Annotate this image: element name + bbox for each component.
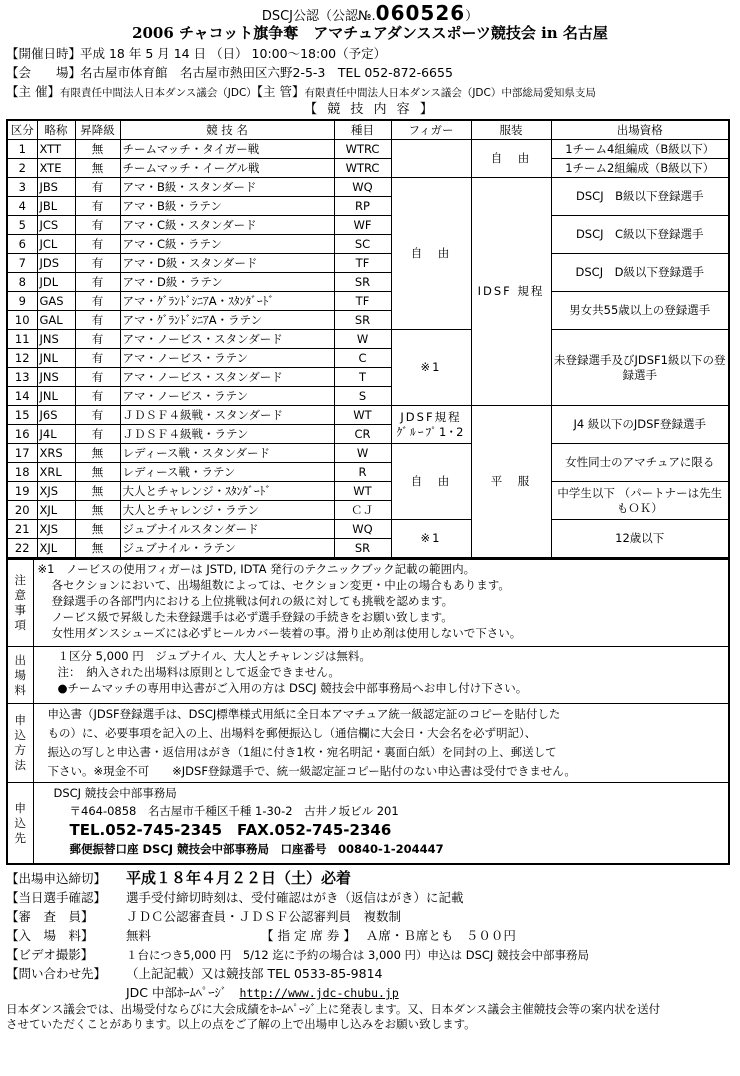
cell-figure: JDSF規程 ｸﾞﾙｰﾌﾟ1･2 [391, 406, 471, 444]
cell-code: XJS [37, 482, 75, 501]
apply-label-text: 申 込 方 法 [14, 713, 26, 772]
cell-promotion: 有 [75, 273, 120, 292]
cell-event: RP [334, 197, 391, 216]
caution-line: ※1 ノービスの使用フィガーは JSTD, IDTA 発行のテクニックブック記載の範囲内。 [37, 562, 476, 576]
col-header: 昇降級 [75, 120, 120, 140]
org-value: 有限責任中間法人日本ダンス議会（JDC）中部総局愛知県支局 [304, 87, 596, 99]
cell-no: 14 [7, 387, 37, 406]
cell-qualification: 1チーム4組編成（B級以下） [551, 140, 729, 159]
judge-row [6, 907, 734, 926]
cell-no: 5 [7, 216, 37, 235]
cell-name: ＪＤＳＦ４級戦・スタンダード [120, 406, 334, 425]
cell-name: レディース戦・スタンダード [120, 444, 334, 463]
web-label: JDC 中部ﾎｰﾑﾍﾟｰｼﾞ [126, 985, 228, 1000]
cell-promotion: 有 [75, 406, 120, 425]
cell-promotion: 無 [75, 463, 120, 482]
cell-name: アマ・ｸﾞﾗﾝﾄﾞｼﾆｱA・ｽﾀﾝﾀﾞｰﾄﾞ [120, 292, 334, 311]
cell-code: J6S [37, 406, 75, 425]
cell-qualification: DSCJ D級以下登録選手 [551, 254, 729, 292]
cell-code: JBS [37, 178, 75, 197]
cell-event: WTRC [334, 159, 391, 178]
cell-promotion: 有 [75, 368, 120, 387]
caution-line: 登録選手の各部門内における上位挑戦は何れの級に対しても挑戦を認めます。 [51, 594, 454, 608]
cell-figure: 自 由 [391, 178, 471, 330]
col-header: 競 技 名 [120, 120, 334, 140]
cell-qualification: DSCJ B級以下登録選手 [551, 178, 729, 216]
cell-promotion: 有 [75, 197, 120, 216]
date-row [6, 44, 734, 63]
cell-event: C [334, 349, 391, 368]
cell-code: XJS [37, 520, 75, 539]
host-row [6, 82, 734, 101]
footer-line: させていただくことがあります。以上の点をご了解の上で出場申し込みをお願い致します。 [6, 1017, 476, 1031]
cert-number: 060526 [375, 1, 466, 25]
cell-qualification: 男女共55歳以上の登録選手 [551, 292, 729, 330]
cell-event: WT [334, 406, 391, 425]
cell-no: 20 [7, 501, 37, 520]
table-row [7, 178, 729, 197]
footer-line: 日本ダンス議会では、出場受付ならびに大会成績をﾎｰﾑﾍﾟｰｼﾞ上に発表します。又、日本ダンス議会主催競技会等の案内状を送付 [6, 1002, 661, 1016]
cell-code: JDL [37, 273, 75, 292]
cell-no: 18 [7, 463, 37, 482]
cell-event: WQ [334, 520, 391, 539]
inquiry-value: （上記記載）又は競技部 TEL 0533-85-9814 [126, 966, 383, 981]
date-value: 平成 18 年 5 月 14 日 （日） 10:00～18:00（予定） [80, 46, 387, 61]
cell-qualification: 12歳以下 [551, 520, 729, 559]
cell-event: SC [334, 235, 391, 254]
cell-code: XTE [37, 159, 75, 178]
date-label: 【開催日時】 [6, 46, 82, 61]
deadline-value: 平成１８年４月２２日（土）必着 [126, 869, 352, 887]
venue-row [6, 63, 734, 82]
apply-line: もの）に、必要事項を記入の上、出場料を郵便振込し（通信欄に大会日・大会名を必ず明記）、 [47, 726, 537, 740]
cert-suffix: ） [465, 9, 479, 24]
cell-no: 6 [7, 235, 37, 254]
contents-title: 【 競 技 内 容 】 [304, 102, 436, 117]
cell-code: XJL [37, 539, 75, 559]
dest-body [33, 783, 729, 865]
col-header: フィガー [391, 120, 471, 140]
deadline-row [6, 869, 734, 888]
cell-no: 12 [7, 349, 37, 368]
cell-promotion: 有 [75, 178, 120, 197]
cell-event: CR [334, 425, 391, 444]
cell-event: WT [334, 482, 391, 501]
caution-section [7, 560, 729, 647]
host-value: 有限責任中間法人日本ダンス議会（JDC） [59, 87, 257, 99]
fee-line: １区分 5,000 円 ジュブナイル、大人とチャレンジは無料。 [57, 649, 371, 663]
fee-line: 注： 納入された出場料は原則として返金できません。 [57, 665, 340, 679]
fee-line: ●チームマッチの専用申込書がご入用の方は DSCJ 競技会中部事務局へお申し付け下さい。 [57, 681, 528, 695]
cell-promotion: 有 [75, 387, 120, 406]
confirm-label: 【当日選手確認】 [6, 890, 107, 905]
fee-label-text: 出 場 料 [14, 652, 26, 697]
cell-promotion: 無 [75, 159, 120, 178]
notes-table [6, 559, 730, 865]
deadline-label: 【出場申込締切】 [6, 871, 107, 886]
judge-value: ＪＤＣ公認審査員・ＪＤＳＦ公認審判員 複数制 [126, 909, 402, 924]
table-row [7, 406, 729, 425]
col-header: 区分 [7, 120, 37, 140]
cell-code: JCS [37, 216, 75, 235]
cell-name: ＪＤＳＦ４級戦・ラテン [120, 425, 334, 444]
venue-value: 名古屋市体育館 名古屋市熱田区六野2-5-3 TEL 052-872-6655 [80, 65, 453, 80]
table-row [7, 482, 729, 501]
cell-event: ＣＪ [334, 501, 391, 520]
cell-code: JNL [37, 387, 75, 406]
cell-code: XRS [37, 444, 75, 463]
caution-line: 各セクションにおいて、出場組数によっては、セクション変更・中止の場合もあります。 [51, 578, 510, 592]
cell-event: W [334, 444, 391, 463]
admission-value: 無料 [126, 928, 152, 943]
col-header: 出場資格 [551, 120, 729, 140]
venue-label: 【会 場】 [6, 65, 82, 80]
table-row [7, 140, 729, 159]
cell-no: 3 [7, 178, 37, 197]
cell-promotion: 有 [75, 330, 120, 349]
cell-promotion: 無 [75, 482, 120, 501]
cell-no: 17 [7, 444, 37, 463]
inquiry-row [6, 964, 734, 983]
table-header-row [7, 120, 729, 140]
table-row [7, 330, 729, 349]
table-row [7, 292, 729, 311]
cell-promotion: 無 [75, 444, 120, 463]
page [6, 1, 734, 1032]
inquiry-label: 【問い合わせ先】 [6, 966, 107, 981]
certification-line [6, 1, 734, 25]
table-row [7, 216, 729, 235]
cell-event: TF [334, 292, 391, 311]
cell-event: WF [334, 216, 391, 235]
cell-promotion: 無 [75, 140, 120, 159]
cell-promotion: 無 [75, 501, 120, 520]
cell-dress: 平 服 [471, 406, 551, 559]
cell-name: アマ・ｸﾞﾗﾝﾄﾞｼﾆｱA・ラテン [120, 311, 334, 330]
apply-section [7, 704, 729, 783]
cell-no: 21 [7, 520, 37, 539]
cell-code: JNL [37, 349, 75, 368]
caution-label [7, 560, 33, 647]
cell-qualification: 未登録選手及びJDSF1級以下の登録選手 [551, 330, 729, 406]
dest-label [7, 783, 33, 865]
cell-promotion: 有 [75, 311, 120, 330]
cell-name: アマ・C級・スタンダード [120, 216, 334, 235]
cell-name: 大人とチャレンジ・ｽﾀﾝﾀﾞｰﾄﾞ [120, 482, 334, 501]
col-header: 略称 [37, 120, 75, 140]
cell-figure: ※1 [391, 330, 471, 406]
cell-qualification: 女性同士のアマチュアに限る [551, 444, 729, 482]
cell-code: JBL [37, 197, 75, 216]
cell-name: アマ・ノービス・ラテン [120, 387, 334, 406]
seat-label: 【 指 定 席 券 】 [261, 928, 356, 943]
video-value: １台につき5,000 円 5/12 迄に予約の場合は 3,000 円）申込は DSCJ 競技会中部事務局 [126, 948, 589, 962]
dest-label-text: 申 込 先 [14, 800, 26, 845]
competition-table [6, 119, 730, 559]
cell-no: 13 [7, 368, 37, 387]
cell-event: S [334, 387, 391, 406]
caution-label-text: 注 意 事 項 [14, 573, 26, 632]
cell-promotion: 有 [75, 292, 120, 311]
cell-qualification: 中学生以下 （パートナーは先生もＯＫ） [551, 482, 729, 520]
cell-code: JCL [37, 235, 75, 254]
cell-dress: IDSF 規程 [471, 178, 551, 406]
cell-qualification: DSCJ C級以下登録選手 [551, 216, 729, 254]
cell-figure: ※1 [391, 520, 471, 559]
cert-prefix: DSCJ公認（公認№. [261, 9, 376, 24]
cell-figure [391, 140, 471, 178]
cell-code: XJL [37, 501, 75, 520]
admission-row [6, 926, 734, 945]
cell-no: 4 [7, 197, 37, 216]
dest-line: 〒464-0858 名古屋市千種区千種 1-30-2 古井ノ坂ビル 201 [69, 804, 399, 818]
cell-no: 16 [7, 425, 37, 444]
apply-label [7, 704, 33, 783]
apply-line: 下さい。※現金不可 ※JDSF登録選手で、統一級認定証コピー貼付のない申込書は受付できません。 [47, 764, 576, 778]
cell-promotion: 有 [75, 254, 120, 273]
cell-promotion: 無 [75, 520, 120, 539]
cell-event: WQ [334, 178, 391, 197]
cell-qualification: J4 級以下のJDSF登録選手 [551, 406, 729, 444]
cell-no: 8 [7, 273, 37, 292]
cell-code: XTT [37, 140, 75, 159]
cell-event: SR [334, 311, 391, 330]
cell-no: 2 [7, 159, 37, 178]
dest-line: 郵便振替口座 DSCJ 競技会中部事務局 口座番号 00840-1-204447 [69, 842, 444, 856]
table-row [7, 444, 729, 463]
table-row [7, 520, 729, 539]
apply-body [33, 704, 729, 783]
cell-name: アマ・B級・スタンダード [120, 178, 334, 197]
cell-promotion: 有 [75, 349, 120, 368]
cell-code: GAL [37, 311, 75, 330]
cell-name: 大人とチャレンジ・ラテン [120, 501, 334, 520]
cell-code: XRL [37, 463, 75, 482]
cell-event: WTRC [334, 140, 391, 159]
web-link[interactable]: http://www.jdc-chubu.jp [239, 986, 399, 1000]
cell-event: R [334, 463, 391, 482]
cell-no: 1 [7, 140, 37, 159]
cell-event: SR [334, 273, 391, 292]
cell-name: アマ・D級・スタンダード [120, 254, 334, 273]
cell-promotion: 無 [75, 539, 120, 559]
cell-no: 19 [7, 482, 37, 501]
web-row [6, 983, 734, 1002]
cell-name: アマ・ノービス・スタンダード [120, 368, 334, 387]
dest-tel-fax: TEL.052-745-2345 FAX.052-745-2346 [69, 821, 392, 839]
cell-name: レディース戦・ラテン [120, 463, 334, 482]
host-label: 【主 催】 [6, 84, 60, 99]
confirm-row [6, 888, 734, 907]
cell-name: アマ・D級・ラテン [120, 273, 334, 292]
cell-promotion: 有 [75, 235, 120, 254]
cell-no: 9 [7, 292, 37, 311]
caution-line: 女性用ダンスシューズには必ずヒールカバー装着の事。滑り止め剤は使用しないで下さい。 [51, 626, 522, 640]
dest-section [7, 783, 729, 865]
fee-label [7, 647, 33, 704]
video-label: 【ビデオ撮影】 [6, 947, 94, 962]
cell-promotion: 有 [75, 216, 120, 235]
col-header: 服装 [471, 120, 551, 140]
cell-code: JNS [37, 330, 75, 349]
table-row [7, 159, 729, 178]
caution-line: ノービス級で昇級した未登録選手は必ず選手登録の手続きをお願い致します。 [51, 610, 453, 624]
cell-code: J4L [37, 425, 75, 444]
apply-line: 申込書（JDSF登録選手は、DSCJ標準様式用紙に全日本アマチュア統一級認定証のコピーを貼付した [47, 707, 561, 721]
cell-code: JNS [37, 368, 75, 387]
admission-label: 【入 場 料】 [6, 928, 94, 943]
dest-line: DSCJ 競技会中部事務局 [53, 786, 177, 800]
cell-qualification: 1チーム2組編成（B級以下） [551, 159, 729, 178]
org-label: 【主 管】 [256, 84, 305, 99]
cell-event: W [334, 330, 391, 349]
cell-promotion: 有 [75, 425, 120, 444]
cell-no: 10 [7, 311, 37, 330]
cell-no: 11 [7, 330, 37, 349]
apply-line: 振込の写しと申込書・返信用はがき（1組に付き1枚・宛名明記・裏面白紙）を同封の上、郵送して [47, 745, 557, 759]
cell-no: 7 [7, 254, 37, 273]
fee-body [33, 647, 729, 704]
cell-name: アマ・ノービス・ラテン [120, 349, 334, 368]
footer-note [6, 1002, 734, 1032]
cell-name: アマ・B級・ラテン [120, 197, 334, 216]
cell-event: SR [334, 539, 391, 559]
cell-no: 15 [7, 406, 37, 425]
caution-body [33, 560, 729, 647]
cell-code: JDS [37, 254, 75, 273]
cell-event: T [334, 368, 391, 387]
confirm-value: 選手受付締切時刻は、受付確認はがき（返信はがき）に記載 [126, 890, 464, 905]
page-title: 2006 チャコット旗争奪 アマチュアダンススポーツ競技会 in 名古屋 [132, 24, 608, 42]
cell-name: ジュブナイル・ラテン [120, 539, 334, 559]
cell-name: ジュブナイルスタンダード [120, 520, 334, 539]
seat-value: Ａ席・Ｂ席とも ５００円 [365, 928, 516, 943]
cell-name: アマ・ノービス・スタンダード [120, 330, 334, 349]
cell-no: 22 [7, 539, 37, 559]
cell-name: チームマッチ・イーグル戦 [120, 159, 334, 178]
judge-label: 【審 査 員】 [6, 909, 94, 924]
table-row [7, 254, 729, 273]
cell-figure: 自 由 [391, 444, 471, 520]
cell-name: アマ・C級・ラテン [120, 235, 334, 254]
cell-code: GAS [37, 292, 75, 311]
cell-name: チームマッチ・タイガー戦 [120, 140, 334, 159]
cell-event: TF [334, 254, 391, 273]
cell-dress: 自 由 [471, 140, 551, 178]
video-row [6, 945, 734, 964]
col-header: 種目 [334, 120, 391, 140]
fee-section [7, 647, 729, 704]
